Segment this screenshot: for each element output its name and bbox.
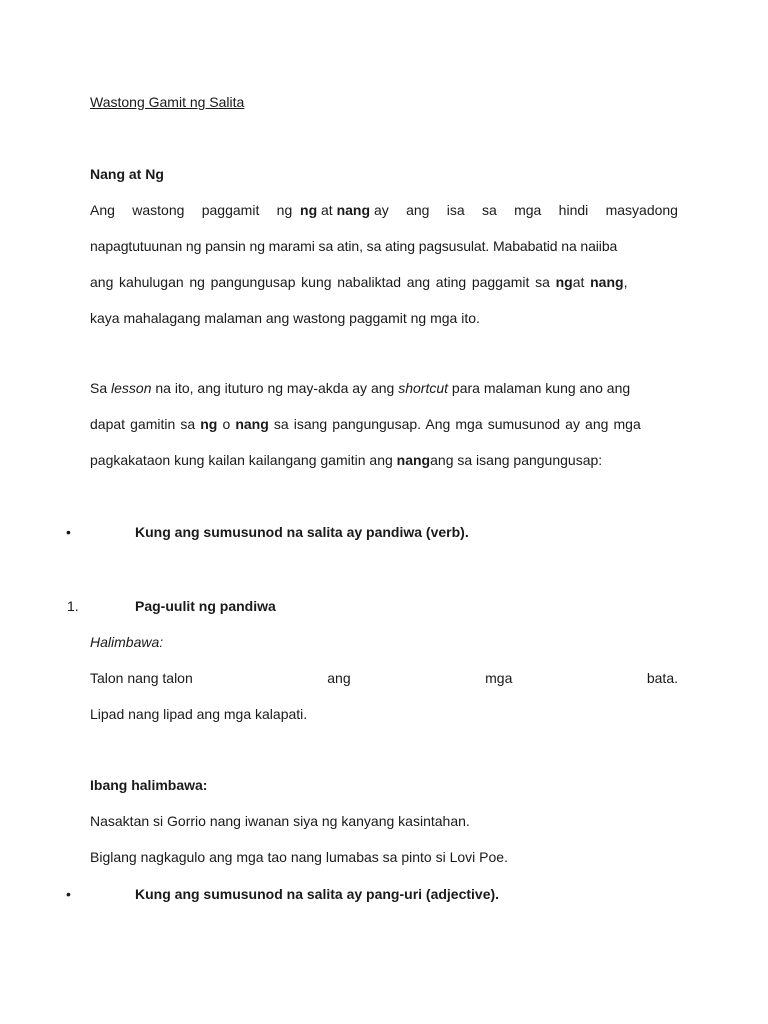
paragraph-2-line-3: pagkakataon kung kailan kailangang gamitin ang nangang sa isang pangungusap: [90, 452, 603, 468]
section-heading: Nang at Ng [90, 166, 164, 182]
other-examples-label: Ibang halimbawa: [90, 777, 208, 793]
item-1-heading: Pag-uulit ng pandiwa [135, 598, 276, 614]
paragraph-2-line-2: dapat gamitin sa ng o nang sa isang pangungusap. Ang mga sumusunod ay ang mga [90, 416, 641, 432]
bullet-1-heading: Kung ang sumusunod na salita ay pandiwa (verb). [135, 524, 469, 540]
paragraph-1-line-3: ang kahulugan ng pangungusap kung nabaliktad ang ating paggamit sa ngat nang, [90, 274, 628, 290]
word: paggamit [201, 202, 260, 218]
bold-word: nang [336, 202, 371, 218]
word: sa [481, 202, 497, 218]
example-line-2: Lipad nang lipad ang mga kalapati. [90, 706, 308, 722]
bold-word: ng [555, 274, 573, 290]
paragraph-1-line-1 [90, 201, 678, 219]
word: masyadong [605, 202, 678, 218]
bullet-icon: • [66, 524, 71, 540]
word: ng [276, 202, 293, 218]
word-group [277, 201, 389, 219]
word: mga [514, 202, 542, 218]
italic-word: shortcut [398, 380, 449, 396]
word: wastong [132, 202, 185, 218]
example-label: Halimbawa: [90, 634, 164, 650]
example-line-3: Nasaktan si Gorrio nang iwanan siya ng kanyang kasintahan. [90, 813, 470, 829]
word: ang [406, 202, 430, 218]
bold-word: ng [200, 416, 218, 432]
word: ay [373, 202, 389, 218]
bold-word: nang [235, 416, 269, 432]
paragraph-1-line-2: napagtutuunan ng pansin ng marami sa atin, sa ating pagsusulat. Mababatid na naiiba [90, 238, 618, 254]
bullet-icon: • [66, 886, 71, 902]
list-number: 1. [67, 598, 79, 614]
word: at [321, 202, 333, 218]
word: isa [446, 202, 465, 218]
bold-word: ng [300, 202, 318, 218]
example-line-4: Biglang nagkagulo ang mga tao nang lumabas sa pinto si Lovi Poe. [90, 849, 508, 865]
paragraph-1-line-4: kaya mahalagang malaman ang wastong paggamit ng mga ito. [90, 310, 480, 326]
bold-word: nang [590, 274, 624, 290]
word: hindi [558, 202, 589, 218]
example-line-1: Talon nang talon ang mga bata. [90, 670, 678, 686]
bold-word: nang [396, 452, 431, 468]
word: Ang [90, 202, 115, 218]
document-title: Wastong Gamit ng Salita [90, 94, 245, 110]
italic-word: lesson [111, 380, 152, 396]
paragraph-2-line-1: Sa lesson na ito, ang ituturo ng may-akda ay ang shortcut para malaman kung ano ang [90, 380, 631, 396]
bullet-2-heading: Kung ang sumusunod na salita ay pang-uri (adjective). [135, 886, 500, 902]
